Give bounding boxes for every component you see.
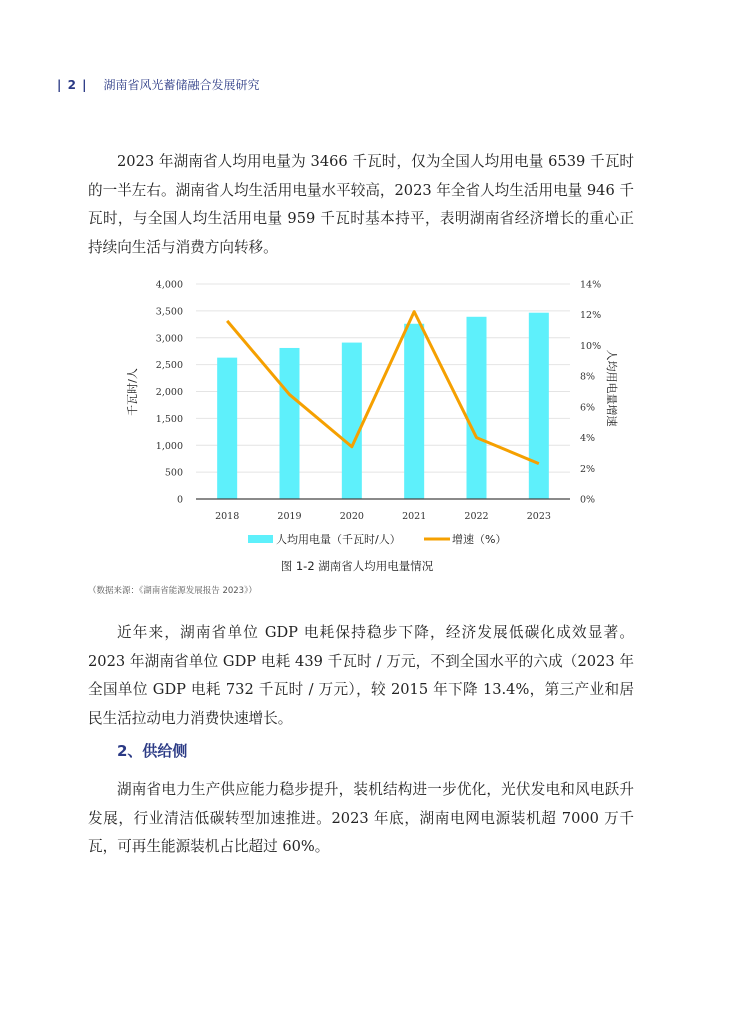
y2-tick-label: 10%: [580, 340, 602, 352]
paragraph-2: 近年来，湖南省单位 GDP 电耗保持稳步下降，经济发展低碳化成效显著。2023 年湖南省单位 GDP 电耗 439 千瓦时 / 万元，不到全国水平的六成（2023 年全国单位 GDP 电耗 732 千瓦时 / 万元），较 2015 年下降 13.4%，第三产业和居民生活拉动电力消费快速增长。: [88, 624, 634, 727]
legend-bar-label: 人均用电量（千瓦时/人）: [276, 533, 401, 546]
bar-2020: [342, 343, 362, 499]
y2-tick-label: 2%: [580, 463, 596, 475]
page-number: | 2 |: [57, 78, 88, 92]
y2-axis-label: 人均用电量增速: [605, 349, 618, 427]
paragraph-3: 湖南省电力生产供应能力稳步提升，装机结构进一步优化，光伏发电和风电跃升发展，行业清洁低碳转型加速推进。2023 年底，湖南电网电源装机超 7000 万千瓦，可再生能源装机占比超过 60%。: [88, 781, 634, 855]
bar-2021: [404, 324, 424, 499]
x-tick-label: 2023: [526, 511, 551, 522]
y2-tick-label: 8%: [580, 371, 596, 383]
y-tick-label: 3,500: [155, 306, 183, 318]
y-tick-label: 1,000: [155, 440, 183, 452]
x-tick-label: 2022: [464, 511, 489, 522]
section-heading: 2、供给侧: [117, 742, 188, 760]
y2-tick-label: 14%: [580, 279, 602, 291]
bar-2023: [529, 313, 549, 499]
bar-2019: [280, 348, 300, 499]
bar-2018: [217, 358, 237, 499]
x-tick-label: 2020: [339, 511, 364, 522]
growth-line: [227, 312, 539, 464]
y-tick-label: 3,000: [155, 333, 183, 345]
bar-2022: [467, 317, 487, 499]
y-tick-label: 2,000: [155, 387, 183, 398]
y-tick-label: 2,500: [155, 360, 183, 372]
y2-tick-label: 6%: [580, 402, 596, 414]
y-tick-label: 0: [176, 494, 183, 506]
chart-title: 图 1-2 湖南省人均用电量情况: [280, 559, 434, 573]
y2-tick-label: 4%: [580, 433, 596, 445]
y2-tick-label: 12%: [580, 310, 602, 322]
header-title: 湖南省风光蓄储融合发展研究: [103, 78, 260, 92]
legend-line-label: 增速（%）: [452, 533, 507, 546]
x-tick-label: 2021: [402, 511, 427, 522]
x-tick-label: 2019: [277, 511, 302, 522]
y-tick-label: 1,500: [155, 413, 183, 425]
x-tick-label: 2018: [215, 511, 240, 522]
y-axis-label: 千瓦时/人: [126, 368, 139, 416]
legend-bar-swatch: [248, 535, 273, 543]
y2-tick-label: 0%: [580, 494, 596, 506]
y-tick-label: 500: [164, 467, 183, 479]
source-note: （数据来源：《湖南省能源发展报告 2023》）: [88, 586, 257, 596]
paragraph-1: 2023 年湖南省人均用电量为 3466 千瓦时，仅为全国人均用电量 6539 千瓦时的一半左右。湖南省人均生活用电量水平较高，2023 年全省人均生活用电量 946 千瓦时，与全国人均生活用电量 959 千瓦时基本持平，表明湖南省经济增长的重心正持续向生活与消费方向转移。: [88, 153, 634, 256]
y-tick-label: 4,000: [155, 279, 183, 291]
